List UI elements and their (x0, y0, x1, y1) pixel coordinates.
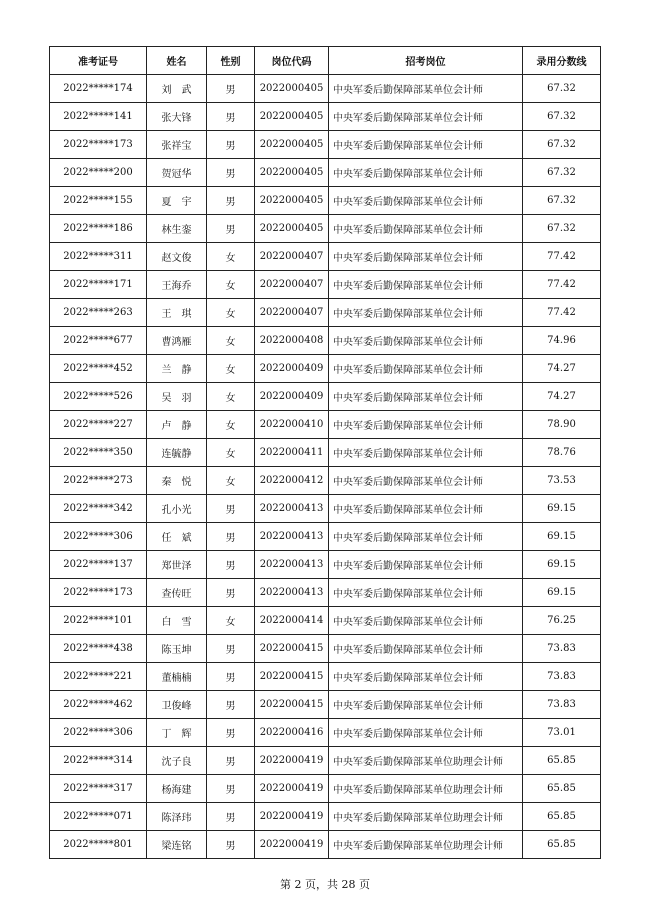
cell-name: 赵文俊 (147, 243, 207, 271)
table-row (50, 579, 601, 607)
table-row (50, 551, 601, 579)
cell-gender: 女 (207, 439, 255, 467)
cell-post: 中央军委后勤保障部某单位会计师 (329, 131, 523, 159)
cell-name: 曹鸿雁 (147, 327, 207, 355)
cell-name: 郑世泽 (147, 551, 207, 579)
header-score-line: 录用分数线 (523, 47, 601, 75)
cell-gender: 男 (207, 75, 255, 103)
cell-post-code: 2022000405 (255, 215, 329, 243)
table-row (50, 355, 601, 383)
cell-post: 中央军委后勤保障部某单位会计师 (329, 103, 523, 131)
cell-post: 中央军委后勤保障部某单位会计师 (329, 159, 523, 187)
cell-score-line: 74.27 (523, 383, 601, 411)
cell-gender: 男 (207, 663, 255, 691)
cell-exam-id: 2022*****137 (50, 551, 147, 579)
cell-gender: 男 (207, 523, 255, 551)
cell-exam-id: 2022*****526 (50, 383, 147, 411)
table-row (50, 159, 601, 187)
cell-gender: 男 (207, 635, 255, 663)
cell-score-line: 69.15 (523, 523, 601, 551)
cell-post: 中央军委后勤保障部某单位会计师 (329, 607, 523, 635)
cell-exam-id: 2022*****438 (50, 635, 147, 663)
table-row (50, 299, 601, 327)
cell-name: 卫俊峰 (147, 691, 207, 719)
table-row (50, 327, 601, 355)
cell-exam-id: 2022*****273 (50, 467, 147, 495)
cell-gender: 男 (207, 747, 255, 775)
cell-name: 查传旺 (147, 579, 207, 607)
cell-name: 连毓静 (147, 439, 207, 467)
table-row (50, 495, 601, 523)
cell-gender: 女 (207, 467, 255, 495)
cell-post: 中央军委后勤保障部某单位会计师 (329, 579, 523, 607)
cell-name: 孔小光 (147, 495, 207, 523)
cell-post: 中央军委后勤保障部某单位会计师 (329, 75, 523, 103)
cell-post: 中央军委后勤保障部某单位会计师 (329, 187, 523, 215)
cell-gender: 男 (207, 719, 255, 747)
cell-exam-id: 2022*****452 (50, 355, 147, 383)
cell-post-code: 2022000409 (255, 383, 329, 411)
cell-score-line: 78.76 (523, 439, 601, 467)
cell-name: 王海乔 (147, 271, 207, 299)
cell-exam-id: 2022*****314 (50, 747, 147, 775)
table-row (50, 271, 601, 299)
cell-score-line: 77.42 (523, 243, 601, 271)
table-row (50, 383, 601, 411)
header-name: 姓名 (147, 47, 207, 75)
cell-exam-id: 2022*****173 (50, 579, 147, 607)
cell-post-code: 2022000405 (255, 187, 329, 215)
cell-exam-id: 2022*****263 (50, 299, 147, 327)
cell-score-line: 69.15 (523, 495, 601, 523)
cell-post-code: 2022000410 (255, 411, 329, 439)
page-footer: 第 2 页，共 28 页 (280, 878, 370, 891)
cell-post: 中央军委后勤保障部某单位会计师 (329, 719, 523, 747)
cell-gender: 女 (207, 243, 255, 271)
cell-post: 中央军委后勤保障部某单位会计师 (329, 383, 523, 411)
table-row (50, 691, 601, 719)
cell-name: 秦 悦 (147, 467, 207, 495)
cell-name: 任 斌 (147, 523, 207, 551)
cell-gender: 男 (207, 691, 255, 719)
cell-post-code: 2022000408 (255, 327, 329, 355)
cell-name: 董楠楠 (147, 663, 207, 691)
cell-post-code: 2022000411 (255, 439, 329, 467)
cell-post-code: 2022000407 (255, 243, 329, 271)
cell-post: 中央军委后勤保障部某单位会计师 (329, 495, 523, 523)
cell-gender: 男 (207, 131, 255, 159)
table-row (50, 75, 601, 103)
cell-post-code: 2022000419 (255, 775, 329, 803)
cell-score-line: 74.96 (523, 327, 601, 355)
cell-post: 中央军委后勤保障部某单位会计师 (329, 467, 523, 495)
table-row (50, 187, 601, 215)
cell-post-code: 2022000413 (255, 551, 329, 579)
table-row (50, 439, 601, 467)
cell-name: 吴 羽 (147, 383, 207, 411)
cell-name: 王 琪 (147, 299, 207, 327)
cell-post: 中央军委后勤保障部某单位会计师 (329, 327, 523, 355)
cell-post-code: 2022000407 (255, 299, 329, 327)
cell-exam-id: 2022*****186 (50, 215, 147, 243)
cell-post-code: 2022000405 (255, 103, 329, 131)
table-row (50, 747, 601, 775)
cell-score-line: 76.25 (523, 607, 601, 635)
cell-name: 陈泽玮 (147, 803, 207, 831)
cell-exam-id: 2022*****155 (50, 187, 147, 215)
cell-exam-id: 2022*****311 (50, 243, 147, 271)
cell-score-line: 67.32 (523, 103, 601, 131)
cell-post: 中央军委后勤保障部某单位会计师 (329, 439, 523, 467)
cell-post: 中央军委后勤保障部某单位助理会计师 (329, 803, 523, 831)
cell-exam-id: 2022*****317 (50, 775, 147, 803)
cell-post: 中央军委后勤保障部某单位会计师 (329, 635, 523, 663)
cell-gender: 男 (207, 831, 255, 859)
cell-score-line: 73.01 (523, 719, 601, 747)
cell-name: 张大锋 (147, 103, 207, 131)
cell-exam-id: 2022*****306 (50, 523, 147, 551)
cell-gender: 男 (207, 187, 255, 215)
cell-gender: 女 (207, 327, 255, 355)
cell-gender: 男 (207, 803, 255, 831)
cell-score-line: 69.15 (523, 579, 601, 607)
cell-gender: 男 (207, 159, 255, 187)
cell-gender: 男 (207, 215, 255, 243)
cell-score-line: 67.32 (523, 131, 601, 159)
cell-gender: 男 (207, 579, 255, 607)
table-row (50, 803, 601, 831)
cell-post: 中央军委后勤保障部某单位会计师 (329, 215, 523, 243)
cell-gender: 男 (207, 551, 255, 579)
cell-name: 林生銮 (147, 215, 207, 243)
cell-score-line: 65.85 (523, 775, 601, 803)
header-post-code: 岗位代码 (255, 47, 329, 75)
cell-post: 中央军委后勤保障部某单位会计师 (329, 243, 523, 271)
cell-post-code: 2022000415 (255, 691, 329, 719)
header-gender: 性别 (207, 47, 255, 75)
cell-score-line: 65.85 (523, 747, 601, 775)
cell-post-code: 2022000413 (255, 579, 329, 607)
cell-name: 沈子良 (147, 747, 207, 775)
cell-score-line: 78.90 (523, 411, 601, 439)
cell-gender: 女 (207, 411, 255, 439)
cell-post: 中央军委后勤保障部某单位会计师 (329, 271, 523, 299)
cell-gender: 女 (207, 355, 255, 383)
cell-post: 中央军委后勤保障部某单位会计师 (329, 551, 523, 579)
cell-score-line: 77.42 (523, 271, 601, 299)
header-post: 招考岗位 (329, 47, 523, 75)
cell-post-code: 2022000405 (255, 75, 329, 103)
cell-exam-id: 2022*****350 (50, 439, 147, 467)
cell-exam-id: 2022*****677 (50, 327, 147, 355)
cell-gender: 女 (207, 607, 255, 635)
table-row (50, 719, 601, 747)
cell-exam-id: 2022*****306 (50, 719, 147, 747)
cell-post-code: 2022000407 (255, 271, 329, 299)
cell-gender: 男 (207, 495, 255, 523)
cell-score-line: 77.42 (523, 299, 601, 327)
cell-post: 中央军委后勤保障部某单位助理会计师 (329, 747, 523, 775)
cell-post-code: 2022000412 (255, 467, 329, 495)
cell-score-line: 73.83 (523, 691, 601, 719)
cell-exam-id: 2022*****174 (50, 75, 147, 103)
cell-post: 中央军委后勤保障部某单位会计师 (329, 663, 523, 691)
cell-exam-id: 2022*****221 (50, 663, 147, 691)
cell-exam-id: 2022*****227 (50, 411, 147, 439)
table-row (50, 523, 601, 551)
cell-post-code: 2022000414 (255, 607, 329, 635)
header-exam-id: 准考证号 (50, 47, 147, 75)
cell-gender: 男 (207, 775, 255, 803)
cell-score-line: 67.32 (523, 159, 601, 187)
cell-name: 陈玉坤 (147, 635, 207, 663)
cell-score-line: 65.85 (523, 831, 601, 859)
cell-post-code: 2022000413 (255, 523, 329, 551)
cell-name: 丁 辉 (147, 719, 207, 747)
table-row (50, 663, 601, 691)
cell-score-line: 67.32 (523, 215, 601, 243)
cell-exam-id: 2022*****071 (50, 803, 147, 831)
cell-exam-id: 2022*****173 (50, 131, 147, 159)
cell-post: 中央军委后勤保障部某单位会计师 (329, 355, 523, 383)
cell-post-code: 2022000405 (255, 131, 329, 159)
table-row (50, 831, 601, 859)
cell-post-code: 2022000419 (255, 747, 329, 775)
cell-name: 梁连铭 (147, 831, 207, 859)
cell-score-line: 74.27 (523, 355, 601, 383)
cell-score-line: 73.83 (523, 635, 601, 663)
table-row (50, 635, 601, 663)
cell-name: 贺冠华 (147, 159, 207, 187)
cell-post-code: 2022000405 (255, 159, 329, 187)
cell-post: 中央军委后勤保障部某单位助理会计师 (329, 831, 523, 859)
cell-post-code: 2022000416 (255, 719, 329, 747)
cell-post: 中央军委后勤保障部某单位会计师 (329, 691, 523, 719)
cell-name: 夏 宇 (147, 187, 207, 215)
cell-exam-id: 2022*****801 (50, 831, 147, 859)
cell-score-line: 73.83 (523, 663, 601, 691)
cell-post-code: 2022000419 (255, 803, 329, 831)
cell-name: 张祥宝 (147, 131, 207, 159)
cell-post: 中央军委后勤保障部某单位会计师 (329, 411, 523, 439)
cell-score-line: 73.53 (523, 467, 601, 495)
cell-gender: 男 (207, 103, 255, 131)
cell-exam-id: 2022*****342 (50, 495, 147, 523)
table-row (50, 775, 601, 803)
cell-post-code: 2022000409 (255, 355, 329, 383)
cell-score-line: 69.15 (523, 551, 601, 579)
cell-exam-id: 2022*****462 (50, 691, 147, 719)
cell-name: 刘 武 (147, 75, 207, 103)
table-row (50, 467, 601, 495)
cell-gender: 女 (207, 271, 255, 299)
cell-gender: 女 (207, 383, 255, 411)
table-header-row (50, 47, 601, 75)
table-row (50, 103, 601, 131)
cell-score-line: 65.85 (523, 803, 601, 831)
cell-post: 中央军委后勤保障部某单位会计师 (329, 299, 523, 327)
score-table (49, 46, 601, 859)
table-row (50, 607, 601, 635)
cell-gender: 女 (207, 299, 255, 327)
cell-name: 卢 静 (147, 411, 207, 439)
cell-score-line: 67.32 (523, 75, 601, 103)
cell-exam-id: 2022*****171 (50, 271, 147, 299)
table-row (50, 215, 601, 243)
table-body (50, 75, 601, 859)
cell-exam-id: 2022*****101 (50, 607, 147, 635)
cell-post-code: 2022000415 (255, 663, 329, 691)
cell-score-line: 67.32 (523, 187, 601, 215)
cell-name: 兰 静 (147, 355, 207, 383)
cell-exam-id: 2022*****141 (50, 103, 147, 131)
cell-post-code: 2022000415 (255, 635, 329, 663)
cell-post: 中央军委后勤保障部某单位助理会计师 (329, 775, 523, 803)
cell-name: 杨海建 (147, 775, 207, 803)
cell-post: 中央军委后勤保障部某单位会计师 (329, 523, 523, 551)
cell-post-code: 2022000413 (255, 495, 329, 523)
cell-exam-id: 2022*****200 (50, 159, 147, 187)
cell-name: 白 雪 (147, 607, 207, 635)
table-row (50, 131, 601, 159)
table-row (50, 411, 601, 439)
table-row (50, 243, 601, 271)
cell-post-code: 2022000419 (255, 831, 329, 859)
